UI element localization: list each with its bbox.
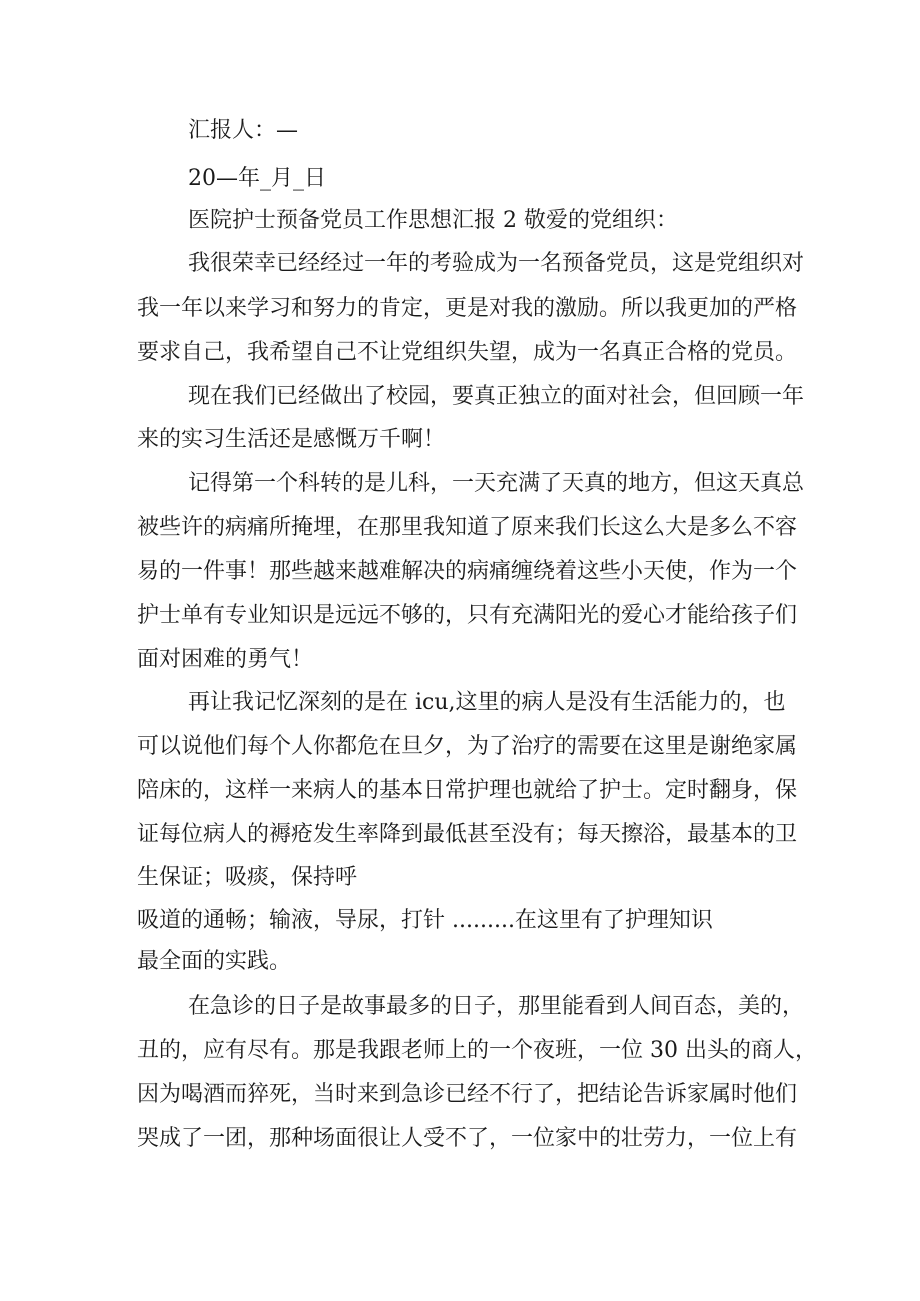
paragraph-2-line-2: 来的实习生活还是感慨万千啊！ — [137, 427, 446, 452]
paragraph-3-line-2: 被些许的病痛所掩埋，在那里我知道了原来我们长这么大是多么不容 — [137, 515, 798, 540]
paragraph-1-line-2: 我一年以来学习和努力的肯定，更是对我的激励。所以我更加的严格 — [137, 296, 798, 321]
paragraph-4-line-7: 最全面的实践。 — [137, 949, 292, 974]
paragraph-2-line-1: 现在我们已经做出了校园，要真正独立的面对社会，但回顾一年 — [188, 384, 805, 409]
report-title: 医院护士预备党员工作思想汇报 2 敬爱的党组织： — [188, 208, 678, 233]
paragraph-4-line-6: 吸道的通畅；输液，导尿，打针 .........在这里有了护理知识 — [137, 908, 713, 933]
paragraph-4-line-1: 再让我记忆深刻的是在 icu,这里的病人是没有生活能力的，也 — [188, 690, 786, 715]
date-line: 20—年_月_日 — [188, 166, 326, 191]
paragraph-3-line-5: 面对困难的勇气！ — [137, 647, 314, 672]
paragraph-4-line-4: 证每位病人的褥疮发生率降到最低甚至没有；每天擦浴，最基本的卫 — [137, 822, 798, 847]
paragraph-5-line-1: 在急诊的日子是故事最多的日子，那里能看到人间百态，美的， — [188, 994, 805, 1019]
paragraph-3-line-3: 易的一件事！那些越来越难解决的病痛缠绕着这些小天使，作为一个 — [137, 559, 798, 584]
paragraph-4-line-3: 陪床的，这样一来病人的基本日常护理也就给了护士。定时翻身，保 — [137, 778, 798, 803]
paragraph-5-line-4: 哭成了一团，那种场面很让人受不了，一位家中的壮劳力，一位上有 — [137, 1126, 798, 1151]
paragraph-4-line-5: 生保证；吸痰，保持呼 — [137, 865, 358, 890]
paragraph-3-line-1: 记得第一个科转的是儿科，一天充满了天真的地方，但这天真总 — [188, 471, 805, 496]
paragraph-4-line-2: 可以说他们每个人你都危在旦夕，为了治疗的需要在这里是谢绝家属 — [137, 734, 798, 759]
paragraph-5-line-3: 因为喝酒而猝死，当时来到急诊已经不行了，把结论告诉家属时他们 — [137, 1082, 798, 1107]
paragraph-1-line-3: 要求自己，我希望自己不让党组织失望，成为一名真正合格的党员。 — [137, 340, 798, 365]
reporter-line: 汇报人：— — [188, 118, 299, 143]
paragraph-1-line-1: 我很荣幸已经经过一年的考验成为一名预备党员，这是党组织对 — [188, 251, 805, 276]
paragraph-5-line-2: 丑的，应有尽有。那是我跟老师上的一个夜班，一位 30 出头的商人， — [137, 1038, 817, 1063]
paragraph-3-line-4: 护士单有专业知识是远远不够的，只有充满阳光的爱心才能给孩子们 — [137, 603, 798, 628]
